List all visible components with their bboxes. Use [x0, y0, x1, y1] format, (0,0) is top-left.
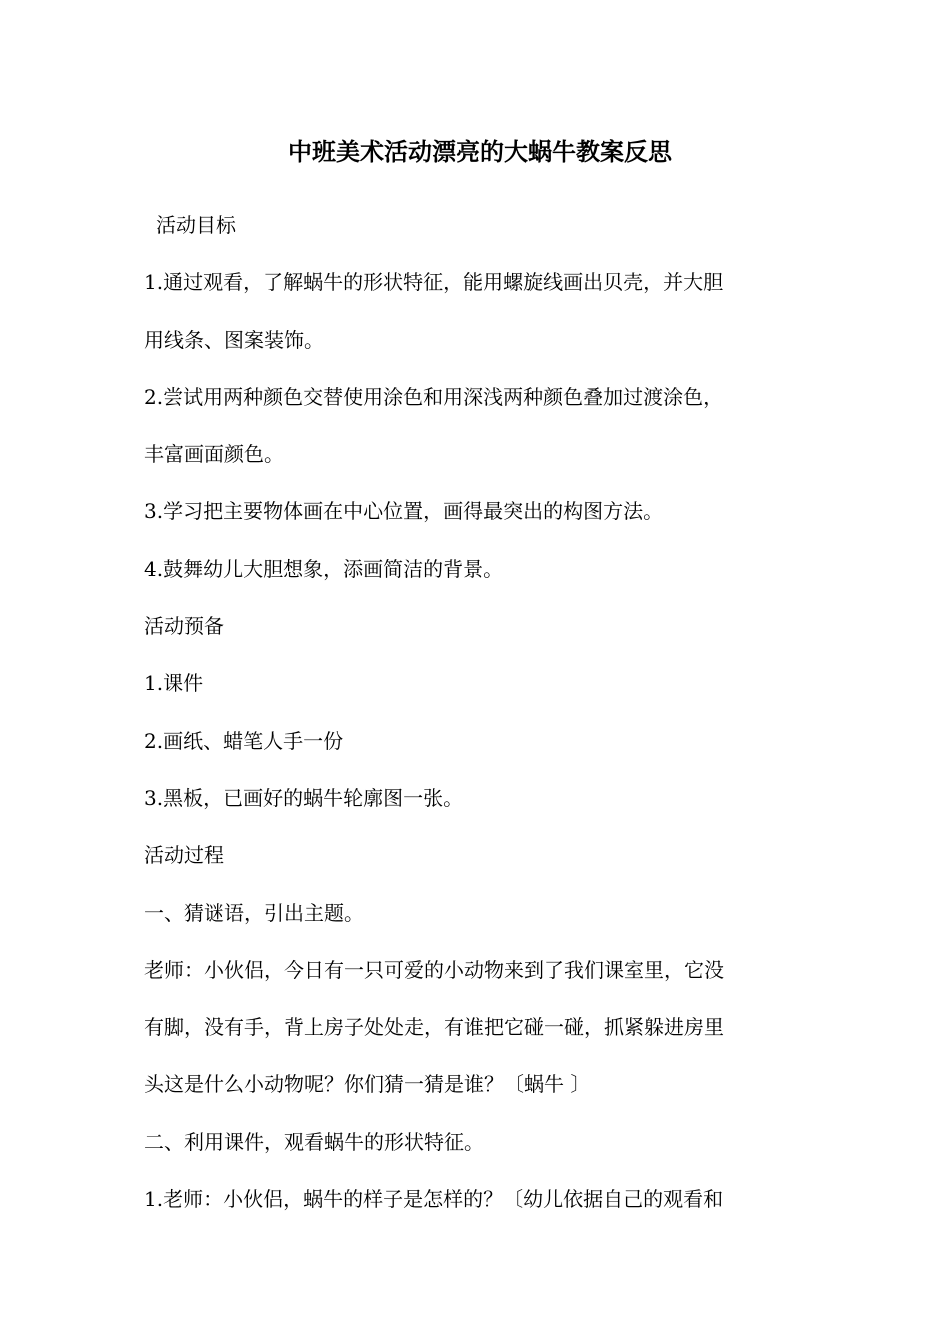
- paragraph-line: 2.画纸、蜡笔人手一份: [144, 728, 344, 753]
- section-heading-goals: 活动目标: [156, 213, 236, 237]
- paragraph-line: 2.尝试用两种颜色交替使用涂色和用深浅两种颜色叠加过渡涂色，: [144, 384, 724, 409]
- paragraph-line: 4.鼓舞幼儿大胆想象，添画简洁的背景。: [144, 556, 504, 581]
- paragraph-line: 老师：小伙侣，今日有一只可爱的小动物来到了我们课室里，它没: [144, 957, 724, 982]
- paragraph-line: 用线条、图案装饰。: [144, 327, 324, 352]
- document-title: 中班美术活动漂亮的大蜗牛教案反思: [288, 137, 672, 166]
- paragraph-line: 1.课件: [144, 671, 204, 696]
- paragraph-line: 二、利用课件，观看蜗牛的形状特征。: [144, 1129, 484, 1154]
- paragraph-line: 一、猜谜语，引出主题。: [144, 900, 364, 925]
- paragraph-line: 3.学习把主要物体画在中心位置，画得最突出的构图方法。: [144, 499, 664, 524]
- paragraph-line: 有脚，没有手，背上房子处处走，有谁把它碰一碰，抓紧躲进房里: [144, 1015, 724, 1040]
- section-heading-preparation: 活动预备: [144, 614, 224, 639]
- paragraph-line: 1.通过观看，了解蜗牛的形状特征，能用螺旋线画出贝壳，并大胆: [144, 270, 724, 295]
- paragraph-line: 丰富画面颜色。: [144, 442, 284, 467]
- section-heading-process: 活动过程: [144, 843, 224, 868]
- paragraph-line: 1.老师：小伙侣，蜗牛的样子是怎样的？〔幼儿依据自己的观看和: [144, 1187, 724, 1212]
- paragraph-line: 3.黑板，已画好的蜗牛轮廓图一张。: [144, 785, 464, 810]
- paragraph-line: 头这是什么小动物呢？你们猜一猜是谁？〔蜗牛 〕: [144, 1072, 591, 1097]
